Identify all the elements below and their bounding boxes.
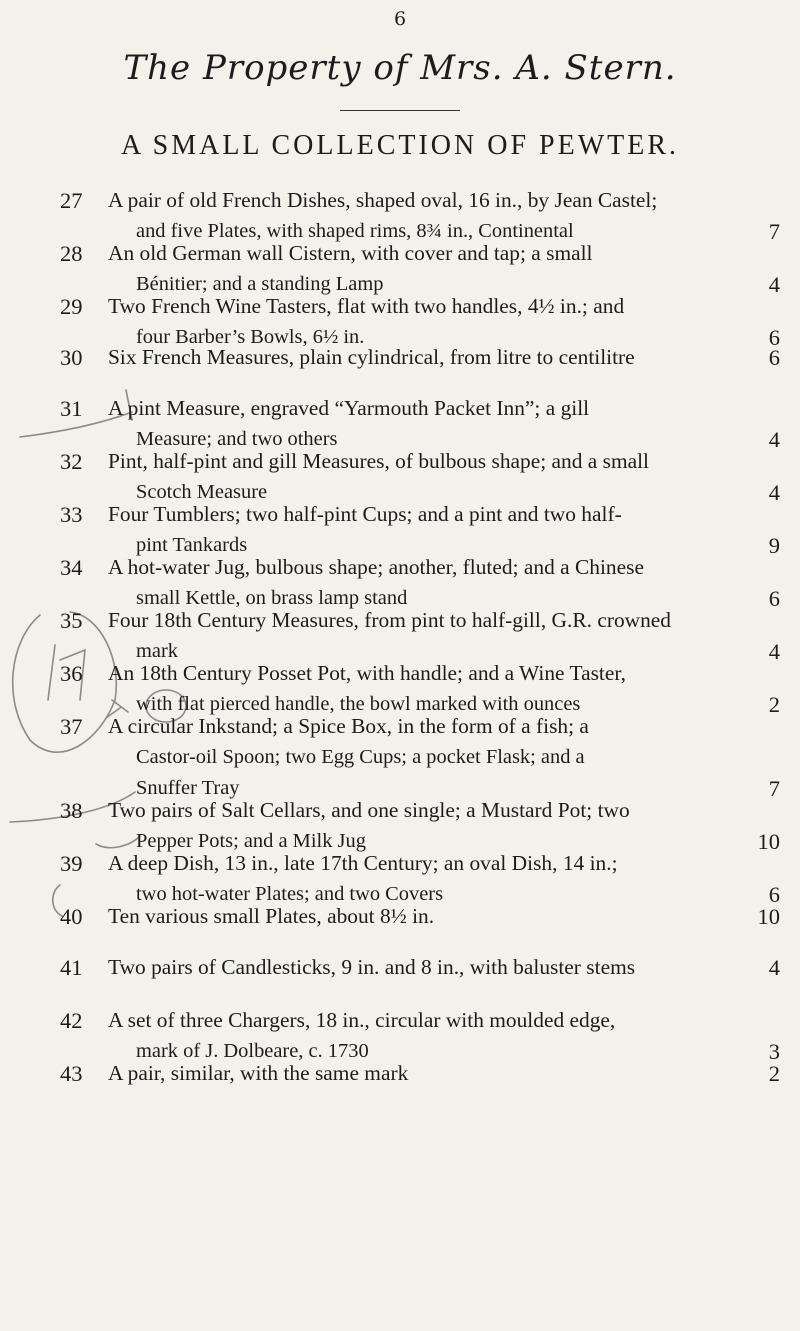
lot-description-line: A pair, similar, with the same mark <box>108 1061 409 1085</box>
lot-number: 43 <box>60 1061 83 1086</box>
lot-description-line: Four Tumblers; two half-pint Cups; and a pint and two half- <box>108 502 622 526</box>
lot-description-line: A hot-water Jug, bulbous shape; another, fluted; and a Chinese <box>108 555 644 579</box>
lot-description-line: An old German wall Cistern, with cover and tap; a small <box>108 241 593 265</box>
lot-quantity: 7 <box>768 219 780 244</box>
lot-description-line: mark <box>136 640 178 662</box>
lot-quantity: 2 <box>768 1061 780 1086</box>
lot-description-line: Two French Wine Tasters, flat with two handles, 4½ in.; and <box>108 294 625 318</box>
lot-description-line: Pepper Pots; and a Milk Jug <box>136 830 366 852</box>
lot-description-line: Six French Measures, plain cylindrical, from litre to centilitre <box>108 345 635 369</box>
lot-quantity: 2 <box>768 692 780 717</box>
lot-number: 28 <box>60 241 83 266</box>
lot-quantity: 3 <box>768 1039 780 1064</box>
lot-number: 37 <box>60 714 83 739</box>
lot-number: 29 <box>60 294 83 319</box>
lot-quantity: 6 <box>768 586 780 611</box>
lot-description-line: A pint Measure, engraved “Yarmouth Packet Inn”; a gill <box>108 396 590 420</box>
lot-quantity: 9 <box>768 533 780 558</box>
lot-number: 27 <box>60 188 83 213</box>
lot-description-line: pint Tankards <box>136 534 248 556</box>
lot-quantity: 6 <box>768 882 780 907</box>
lot-description <box>108 711 768 804</box>
lot-quantity: 4 <box>768 639 780 664</box>
lot-description <box>108 952 768 983</box>
lot-number: 42 <box>60 1008 83 1033</box>
lot-description-line: Two pairs of Candlesticks, 9 in. and 8 in., with baluster stems <box>108 955 636 979</box>
lot-description-line: Four 18th Century Measures, from pint to half-gill, G.R. crowned <box>108 608 672 632</box>
lot-description-line: mark of J. Dolbeare, c. 1730 <box>136 1040 369 1062</box>
lot-number: 38 <box>60 798 83 823</box>
lot-description <box>108 1058 768 1089</box>
lot-description-line: A circular Inkstand; a Spice Box, in the form of a fish; a <box>108 714 589 738</box>
lot-number: 35 <box>60 608 83 633</box>
lot-quantity: 7 <box>768 776 780 801</box>
lot-description-line: and five Plates, with shaped rims, 8¾ in., Continental <box>136 220 574 242</box>
lot-description-line: Snuffer Tray <box>136 777 240 799</box>
lot-quantity: 4 <box>768 272 780 297</box>
section-heading: A SMALL COLLECTION OF PEWTER. <box>120 130 680 161</box>
lot-description-line: Two pairs of Salt Cellars, and one single; a Mustard Pot; two <box>108 798 630 822</box>
lot-number: 36 <box>60 661 83 686</box>
lot-quantity: 6 <box>768 345 780 370</box>
lot-description-line: A deep Dish, 13 in., late 17th Century; an oval Dish, 14 in.; <box>108 851 618 875</box>
lot-number: 41 <box>60 955 83 980</box>
page-number: 6 <box>393 8 407 30</box>
lot-description-line: An 18th Century Posset Pot, with handle; and a Wine Taster, <box>108 661 627 685</box>
lot-description-line: A pair of old French Dishes, shaped oval, 16 in., by Jean Castel; <box>108 188 658 212</box>
lot-description-line: Ten various small Plates, about 8½ in. <box>108 904 435 928</box>
lot-description-line: Bénitier; and a standing Lamp <box>136 273 384 295</box>
lot-number: 40 <box>60 904 83 929</box>
lot-description-line: two hot-water Plates; and two Covers <box>136 883 444 905</box>
lot-quantity: 4 <box>768 955 780 980</box>
lot-number: 31 <box>60 396 83 421</box>
owner-line: The Property of Mrs. A. Stern. <box>123 48 677 88</box>
lot-description-line: four Barber’s Bowls, 6½ in. <box>136 326 365 348</box>
lot-description-line: Measure; and two others <box>136 428 338 450</box>
lot-description-line: Scotch Measure <box>136 481 268 503</box>
lot-quantity: 10 <box>757 829 780 854</box>
owner-divider <box>340 110 460 111</box>
lot-number: 32 <box>60 449 83 474</box>
lot-number: 30 <box>60 345 83 370</box>
lot-description-line: A set of three Chargers, 18 in., circular with moulded edge, <box>108 1008 616 1032</box>
lot-description <box>108 342 768 373</box>
lot-quantity: 6 <box>768 325 780 350</box>
lot-description-line: Pint, half-pint and gill Measures, of bulbous shape; and a small <box>108 449 650 473</box>
lot-description-line: small Kettle, on brass lamp stand <box>136 587 408 609</box>
lot-quantity: 4 <box>768 480 780 505</box>
lot-number: 34 <box>60 555 83 580</box>
lot-description-line: Castor-oil Spoon; two Egg Cups; a pocket Flask; and a <box>136 746 585 768</box>
lot-quantity: 4 <box>768 427 780 452</box>
lot-quantity: 10 <box>757 904 780 929</box>
lot-number: 39 <box>60 851 83 876</box>
lot-number: 33 <box>60 502 83 527</box>
lot-description <box>108 901 768 932</box>
lot-description-line: with flat pierced handle, the bowl marked with ounces <box>136 693 581 715</box>
